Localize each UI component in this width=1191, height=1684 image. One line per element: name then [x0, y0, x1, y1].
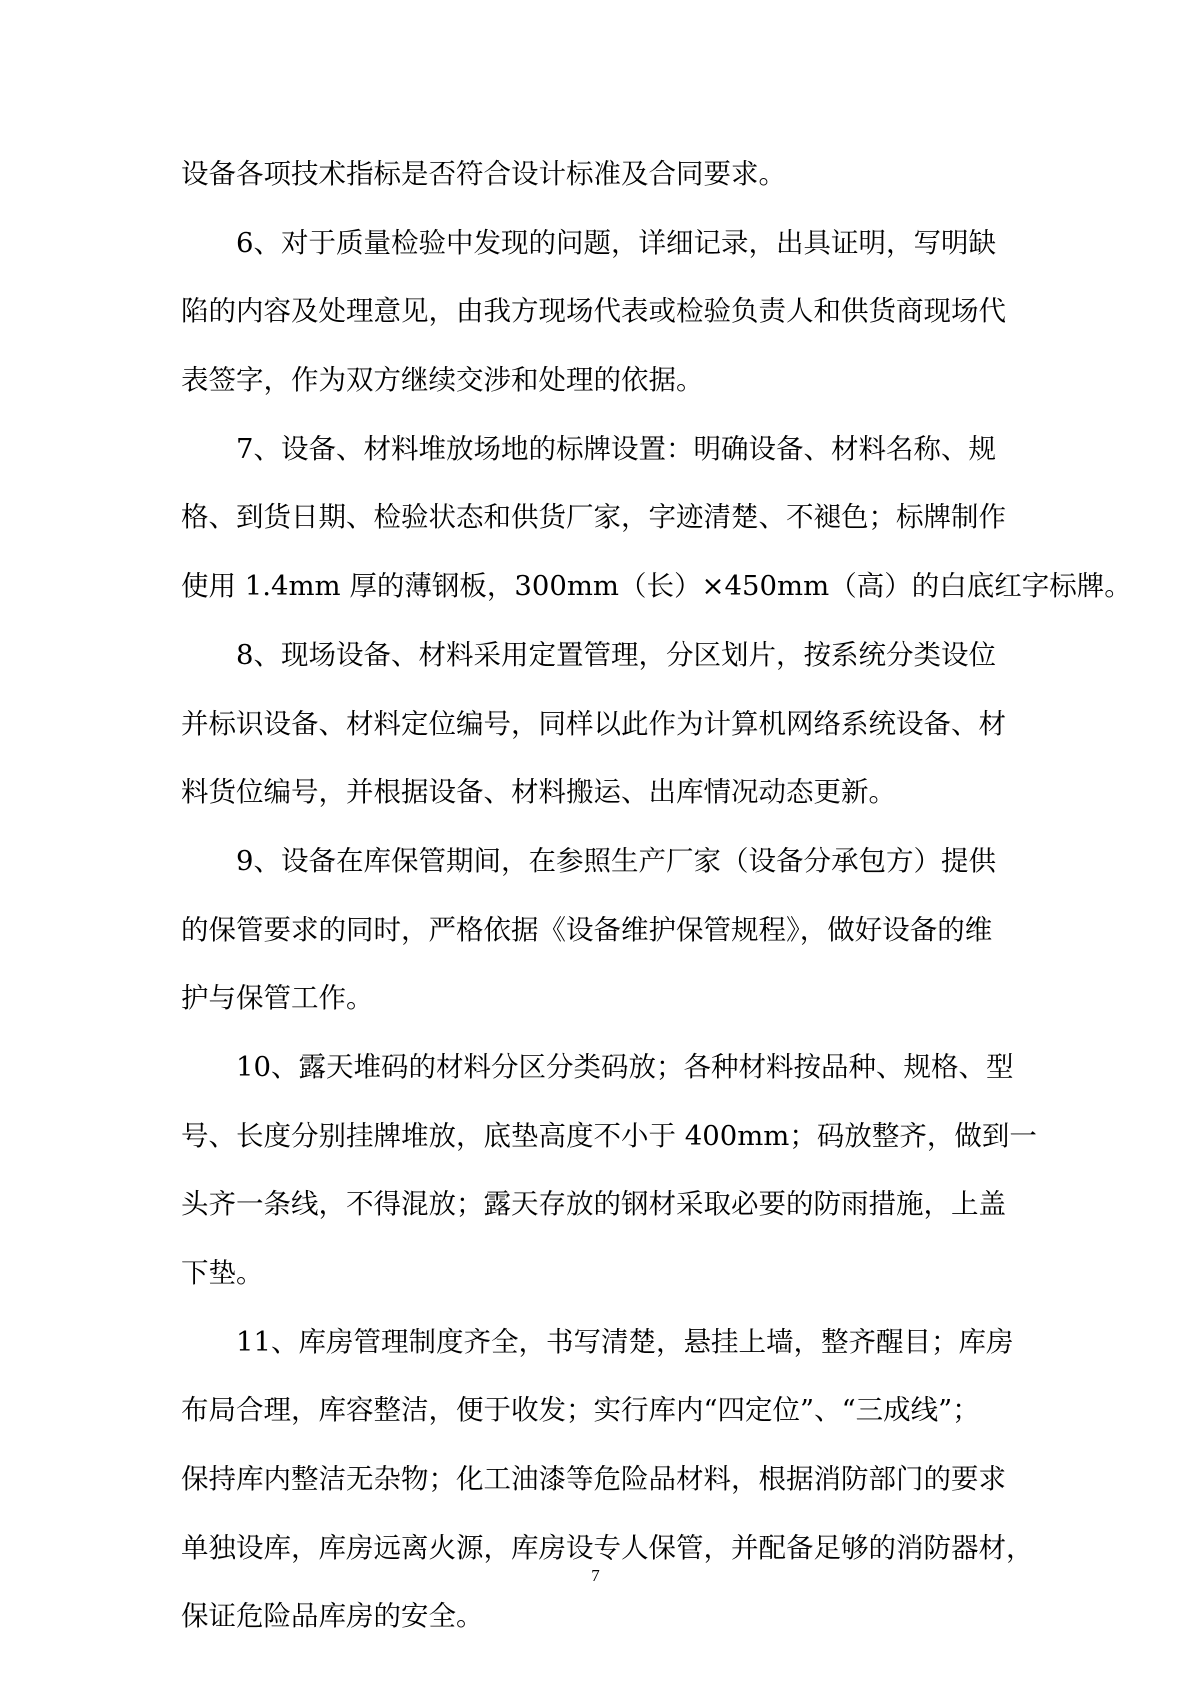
text-line: 料货位编号，并根据设备、材料搬运、出库情况动态更新。	[181, 776, 896, 809]
text-line: 下垫。	[181, 1257, 264, 1289]
text-line: 6、对于质量检验中发现的问题，详细记录，出具证明，写明缺	[236, 226, 996, 259]
text-line: 11、库房管理制度齐全，书写清楚，悬挂上墙，整齐醒目；库房	[236, 1325, 1014, 1358]
text-line: 布局合理，库容整洁，便于收发；实行库内“四定位”、“三成线”；	[181, 1394, 980, 1427]
text-line: 使用 1.4mm 厚的薄钢板，300mm（长）×450mm（高）的白底红字标牌。	[181, 570, 1132, 603]
text-line: 格、到货日期、检验状态和供货厂家，字迹清楚、不褪色；标牌制作	[181, 501, 1006, 534]
text-line: 的保管要求的同时，严格依据《设备维护保管规程》，做好设备的维	[181, 913, 993, 946]
text-line: 表签字，作为双方继续交涉和处理的依据。	[181, 364, 704, 397]
text-line: 护与保管工作。	[181, 982, 374, 1015]
text-line: 10、露天堆码的材料分区分类码放；各种材料按品种、规格、型	[236, 1050, 1014, 1083]
text-line: 头齐一条线，不得混放；露天存放的钢材采取必要的防雨措施，上盖	[181, 1188, 1006, 1221]
text-line: 8、现场设备、材料采用定置管理，分区划片，按系统分类设位	[236, 638, 996, 671]
text-line: 陷的内容及处理意见，由我方现场代表或检验负责人和供货商现场代	[181, 295, 1006, 328]
text-line: 号、长度分别挂牌堆放，底垫高度不小于 400mm；码放整齐，做到一	[181, 1119, 1037, 1152]
text-line: 7、设备、材料堆放场地的标牌设置：明确设备、材料名称、规	[236, 432, 996, 465]
text-line: 设备各项技术指标是否符合设计标准及合同要求。	[181, 158, 786, 190]
text-line: 保证危险品库房的安全。	[181, 1600, 484, 1633]
text-line: 并标识设备、材料定位编号，同样以此作为计算机网络系统设备、材	[181, 707, 1006, 740]
page-number: 7	[591, 1566, 600, 1585]
document-body	[181, 140, 1132, 1651]
text-line: 保持库内整洁无杂物；化工油漆等危险品材料，根据消防部门的要求	[181, 1463, 1006, 1496]
text-line: 9、设备在库保管期间，在参照生产厂家（设备分承包方）提供	[236, 844, 996, 877]
text-line: 单独设库，库房远离火源，库房设专人保管，并配备足够的消防器材，	[181, 1531, 1034, 1564]
